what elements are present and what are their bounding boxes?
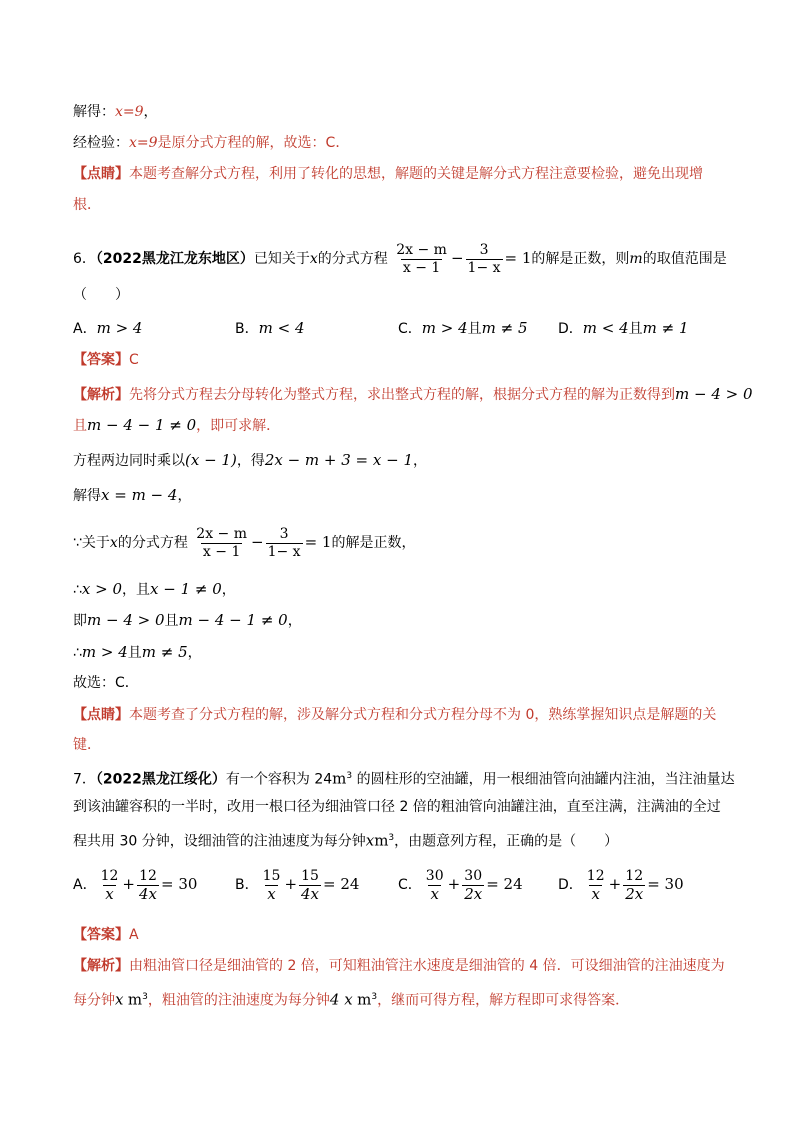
q6-step-4: ∴x > 0，且x − 1 ≠ 0， [73, 580, 236, 598]
q7-number: 7． [73, 771, 96, 788]
q6-step-fraction-1: $\frac{2x - m}{x - 1}$ [196, 525, 247, 560]
q6-dianjing: 【点睛】本题考查了分式方程的解，涉及解分式方程和分式方程分母不为 0，熟练掌握知识点是解题的关 [73, 707, 717, 723]
q6-option-a: A．m > 4 [73, 319, 143, 337]
because-symbol: ∵ [73, 535, 82, 551]
q7-analysis-cont: 每分钟x $m^3$，粗油管的注油速度为每分钟4 x $m^3$，继而可得方程，解方程即可求得答案． [73, 990, 630, 1009]
q7-analysis: 【解析】由粗油管口径是细油管的 2 倍，可知粗油管注水速度是细油管的 4 倍．可设细油管的注油速度为 [73, 958, 725, 974]
q6-analysis: 【解析】先将分式方程去分母转化为整式方程，求出整式方程的解，根据分式方程的解为正数得到m − 4 > 0 [73, 385, 753, 403]
q7-option-c: C． $\frac{30}{x}$ + $\frac{30}{2x}$ = 24 [398, 867, 523, 903]
q6-paren: （ ） [73, 287, 129, 303]
q6-number: 6． [73, 251, 96, 267]
therefore-symbol: ∴ [73, 582, 82, 598]
q7-option-d: D． $\frac{12}{x}$ + $\frac{12}{2x}$ = 30 [558, 867, 684, 903]
q7-stem-line-3: 程共用 30 分钟，设细油管的注油速度为每分钟$xm^3$，由题意列方程，正确的是（ ） [73, 831, 619, 850]
q7-stem-line-1: 7．（2022黑龙江绥化）有一个容积为 $24m^3$ 的圆柱形的空油罐，用一根细油管向油罐内注油，当注油量达 [73, 769, 735, 788]
q6-option-c: C．m > 4且m ≠ 5 [398, 319, 528, 337]
dianjing-line: 【点睛】本题考查解分式方程，利用了转化的思想，解题的关键是解分式方程注意要检验，避免出现增 [73, 166, 703, 182]
q6-option-d: D．m < 4且m ≠ 1 [558, 319, 689, 337]
q6-option-b: B．m < 4 [235, 319, 305, 337]
q7-option-a: A． $\frac{12}{x}$ + $\frac{12}{4x}$ = 30 [73, 867, 198, 903]
q7-source: （2022黑龙江绥化） [95, 771, 226, 788]
q6-step-2: 解得x = m − 4， [73, 486, 192, 504]
q6-dianjing-cont: 键． [73, 737, 101, 753]
q6-step-7: 故选：C． [73, 675, 139, 691]
q6-step-6: ∴m > 4且m ≠ 5， [73, 643, 202, 661]
check-line: 经检验：x=9是原分式方程的解，故选：C． [73, 135, 350, 151]
q6-fraction-1: $\frac{2x - m}{x - 1}$ [396, 241, 447, 276]
therefore-symbol: ∴ [73, 645, 82, 661]
q6-answer: 【答案】C [73, 352, 139, 368]
q6-stem: 6．（2022黑龙江龙东地区）已知关于x的分式方程 $\frac{2x - m}{x - 1}$ − $\frac{3}{1- x}$ = 1的解是正数，则m的取值范围是 [73, 241, 727, 276]
q6-source: （2022黑龙江龙东地区） [95, 251, 254, 267]
dianjing-continuation: 根． [73, 197, 101, 213]
q6-fraction-2: $\frac{3}{1- x}$ [467, 241, 501, 276]
q7-answer: 【答案】A [73, 927, 139, 943]
q6-step-3: ∵关于x的分式方程 $\frac{2x - m}{x - 1}$ − $\frac{3}{1- x}$ = 1的解是正数， [73, 525, 416, 560]
q7-option-b: B． $\frac{15}{x}$ + $\frac{15}{4x}$ = 24 [235, 867, 360, 903]
q6-step-5: 即m − 4 > 0且m − 4 − 1 ≠ 0， [73, 611, 302, 629]
q7-stem-line-2: 到该油罐容积的一半时，改用一根口径为细油管口径 2 倍的粗油管向油罐注油，直至注满，注满油的全过 [73, 799, 721, 815]
q6-step-fraction-2: $\frac{3}{1- x}$ [267, 525, 301, 560]
q6-analysis-cont: 且m − 4 − 1 ≠ 0，即可求解． [73, 416, 281, 434]
q6-step-1: 方程两边同时乘以(x − 1)，得2x − m + 3 = x − 1， [73, 451, 428, 469]
solution-line: 解得：x=9， [73, 104, 158, 120]
